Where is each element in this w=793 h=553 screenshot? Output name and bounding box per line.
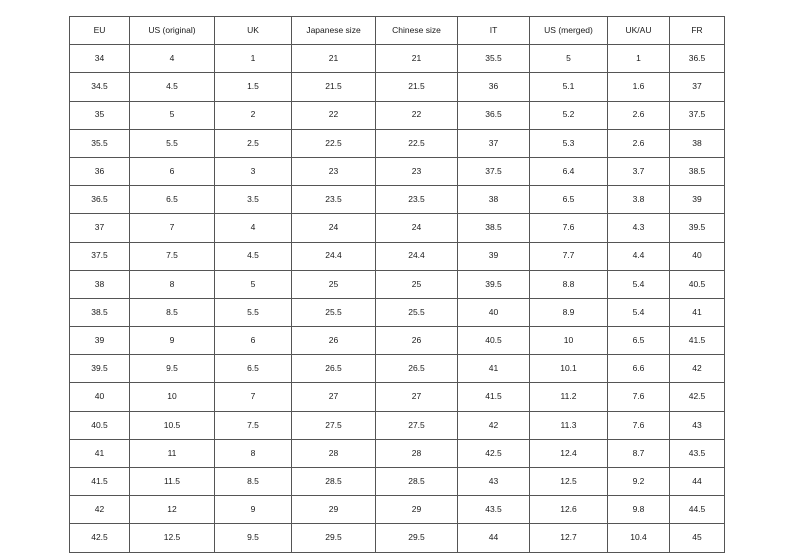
table-cell: 5 (130, 101, 215, 129)
table-cell: 8.9 (530, 298, 608, 326)
table-cell: 12.5 (530, 468, 608, 496)
table-cell: 28.5 (376, 468, 458, 496)
column-header-8: FR (670, 17, 725, 45)
table-cell: 37 (458, 129, 530, 157)
table-cell: 4.3 (608, 214, 670, 242)
table-cell: 36.5 (458, 101, 530, 129)
table-cell: 7.7 (530, 242, 608, 270)
table-cell: 6.5 (215, 355, 292, 383)
column-header-7: UK/AU (608, 17, 670, 45)
table-row (70, 496, 725, 524)
table-cell: 28 (292, 439, 376, 467)
table-cell: 42 (670, 355, 725, 383)
table-cell: 40 (670, 242, 725, 270)
table-cell: 10 (530, 327, 608, 355)
table-cell: 11.2 (530, 383, 608, 411)
table-cell: 4.5 (130, 73, 215, 101)
table-cell: 38 (458, 186, 530, 214)
table-cell: 41.5 (70, 468, 130, 496)
table-cell: 38 (70, 270, 130, 298)
table-cell: 36.5 (670, 45, 725, 73)
table-row (70, 468, 725, 496)
table-cell: 5 (530, 45, 608, 73)
table-cell: 2 (215, 101, 292, 129)
table-cell: 8 (215, 439, 292, 467)
table-cell: 35 (70, 101, 130, 129)
table-cell: 26.5 (292, 355, 376, 383)
table-cell: 5.4 (608, 298, 670, 326)
table-cell: 25.5 (376, 298, 458, 326)
table-cell: 11.3 (530, 411, 608, 439)
table-cell: 6.6 (608, 355, 670, 383)
table-cell: 28 (376, 439, 458, 467)
table-cell: 6.4 (530, 157, 608, 185)
table-cell: 4.4 (608, 242, 670, 270)
table-cell: 7.5 (215, 411, 292, 439)
table-cell: 22 (376, 101, 458, 129)
table-cell: 2.6 (608, 129, 670, 157)
table-cell: 4 (130, 45, 215, 73)
table-cell: 23.5 (292, 186, 376, 214)
table-cell: 38.5 (458, 214, 530, 242)
table-cell: 26 (376, 327, 458, 355)
table-cell: 12.6 (530, 496, 608, 524)
table-row (70, 355, 725, 383)
table-row (70, 129, 725, 157)
table-cell: 27 (292, 383, 376, 411)
table-cell: 26.5 (376, 355, 458, 383)
table-cell: 2.5 (215, 129, 292, 157)
table-cell: 29.5 (292, 524, 376, 552)
table-cell: 3.7 (608, 157, 670, 185)
table-body (70, 45, 725, 552)
table-row (70, 524, 725, 552)
table-cell: 25 (292, 270, 376, 298)
table-cell: 27 (376, 383, 458, 411)
table-cell: 2.6 (608, 101, 670, 129)
table-cell: 3 (215, 157, 292, 185)
table-cell: 41 (458, 355, 530, 383)
table-cell: 9.5 (215, 524, 292, 552)
table-cell: 39 (670, 186, 725, 214)
table-cell: 8 (130, 270, 215, 298)
table-cell: 6 (130, 157, 215, 185)
column-header-6: US (merged) (530, 17, 608, 45)
table-cell: 12.7 (530, 524, 608, 552)
table-cell: 34 (70, 45, 130, 73)
table-cell: 5.5 (215, 298, 292, 326)
table-cell: 40.5 (458, 327, 530, 355)
table-cell: 23 (292, 157, 376, 185)
size-conversion-table-container (69, 16, 724, 553)
table-cell: 27.5 (292, 411, 376, 439)
table-cell: 37.5 (70, 242, 130, 270)
table-cell: 42 (458, 411, 530, 439)
table-cell: 5.4 (608, 270, 670, 298)
table-cell: 44 (458, 524, 530, 552)
table-cell: 23 (376, 157, 458, 185)
table-cell: 43.5 (458, 496, 530, 524)
table-cell: 9 (130, 327, 215, 355)
table-cell: 1.5 (215, 73, 292, 101)
table-cell: 39.5 (458, 270, 530, 298)
table-cell: 29.5 (376, 524, 458, 552)
table-cell: 24.4 (292, 242, 376, 270)
table-row (70, 214, 725, 242)
table-cell: 21.5 (292, 73, 376, 101)
table-cell: 23.5 (376, 186, 458, 214)
table-cell: 6 (215, 327, 292, 355)
table-cell: 6.5 (608, 327, 670, 355)
table-cell: 24.4 (376, 242, 458, 270)
table-cell: 40.5 (670, 270, 725, 298)
table-cell: 40 (458, 298, 530, 326)
table-cell: 40 (70, 383, 130, 411)
table-cell: 45 (670, 524, 725, 552)
table-row (70, 270, 725, 298)
table-cell: 29 (292, 496, 376, 524)
table-row (70, 383, 725, 411)
table-cell: 37 (70, 214, 130, 242)
table-row (70, 242, 725, 270)
table-cell: 21 (376, 45, 458, 73)
table-cell: 3.8 (608, 186, 670, 214)
column-header-2: UK (215, 17, 292, 45)
table-cell: 5.3 (530, 129, 608, 157)
table-cell: 8.8 (530, 270, 608, 298)
table-row (70, 45, 725, 73)
table-cell: 28.5 (292, 468, 376, 496)
size-conversion-table (69, 16, 725, 553)
table-cell: 8.5 (130, 298, 215, 326)
table-cell: 22 (292, 101, 376, 129)
table-row (70, 439, 725, 467)
table-cell: 41 (670, 298, 725, 326)
table-cell: 41.5 (670, 327, 725, 355)
table-cell: 27.5 (376, 411, 458, 439)
table-cell: 11 (130, 439, 215, 467)
table-cell: 7.5 (130, 242, 215, 270)
table-cell: 3.5 (215, 186, 292, 214)
table-cell: 10.1 (530, 355, 608, 383)
table-cell: 9 (215, 496, 292, 524)
table-cell: 40.5 (70, 411, 130, 439)
table-cell: 7 (130, 214, 215, 242)
table-cell: 29 (376, 496, 458, 524)
table-cell: 5.1 (530, 73, 608, 101)
table-cell: 7 (215, 383, 292, 411)
table-row (70, 327, 725, 355)
table-cell: 36 (70, 157, 130, 185)
table-cell: 41.5 (458, 383, 530, 411)
table-cell: 37.5 (458, 157, 530, 185)
table-cell: 39 (458, 242, 530, 270)
table-row (70, 73, 725, 101)
table-cell: 12 (130, 496, 215, 524)
table-cell: 26 (292, 327, 376, 355)
table-cell: 11.5 (130, 468, 215, 496)
table-cell: 35.5 (70, 129, 130, 157)
table-cell: 42.5 (458, 439, 530, 467)
table-cell: 21.5 (376, 73, 458, 101)
table-cell: 8.7 (608, 439, 670, 467)
table-cell: 7.6 (608, 411, 670, 439)
table-cell: 7.6 (608, 383, 670, 411)
table-cell: 10.4 (608, 524, 670, 552)
table-cell: 43 (458, 468, 530, 496)
table-cell: 6.5 (530, 186, 608, 214)
table-cell: 38.5 (670, 157, 725, 185)
table-cell: 25.5 (292, 298, 376, 326)
column-header-1: US (original) (130, 17, 215, 45)
table-cell: 24 (292, 214, 376, 242)
table-cell: 4.5 (215, 242, 292, 270)
table-cell: 9.5 (130, 355, 215, 383)
table-cell: 5 (215, 270, 292, 298)
table-cell: 22.5 (376, 129, 458, 157)
table-cell: 1 (215, 45, 292, 73)
table-cell: 43 (670, 411, 725, 439)
column-header-3: Japanese size (292, 17, 376, 45)
table-cell: 39 (70, 327, 130, 355)
table-cell: 44.5 (670, 496, 725, 524)
table-cell: 6.5 (130, 186, 215, 214)
table-cell: 41 (70, 439, 130, 467)
table-row (70, 186, 725, 214)
table-cell: 10.5 (130, 411, 215, 439)
table-cell: 42.5 (670, 383, 725, 411)
table-cell: 5.5 (130, 129, 215, 157)
table-row (70, 411, 725, 439)
table-cell: 4 (215, 214, 292, 242)
table-cell: 42.5 (70, 524, 130, 552)
table-cell: 37.5 (670, 101, 725, 129)
table-cell: 42 (70, 496, 130, 524)
table-cell: 9.8 (608, 496, 670, 524)
table-row (70, 157, 725, 185)
table-cell: 38 (670, 129, 725, 157)
table-cell: 24 (376, 214, 458, 242)
table-cell: 38.5 (70, 298, 130, 326)
table-cell: 22.5 (292, 129, 376, 157)
table-cell: 9.2 (608, 468, 670, 496)
table-cell: 39.5 (670, 214, 725, 242)
table-cell: 1 (608, 45, 670, 73)
table-cell: 37 (670, 73, 725, 101)
table-cell: 1.6 (608, 73, 670, 101)
table-cell: 25 (376, 270, 458, 298)
table-cell: 8.5 (215, 468, 292, 496)
table-cell: 12.4 (530, 439, 608, 467)
column-header-4: Chinese size (376, 17, 458, 45)
table-cell: 12.5 (130, 524, 215, 552)
table-cell: 21 (292, 45, 376, 73)
table-row (70, 101, 725, 129)
table-cell: 36 (458, 73, 530, 101)
table-cell: 44 (670, 468, 725, 496)
table-cell: 5.2 (530, 101, 608, 129)
column-header-5: IT (458, 17, 530, 45)
table-cell: 35.5 (458, 45, 530, 73)
table-cell: 7.6 (530, 214, 608, 242)
table-cell: 10 (130, 383, 215, 411)
table-header-row (70, 17, 725, 45)
column-header-0: EU (70, 17, 130, 45)
table-cell: 39.5 (70, 355, 130, 383)
table-row (70, 298, 725, 326)
table-cell: 34.5 (70, 73, 130, 101)
table-cell: 36.5 (70, 186, 130, 214)
table-cell: 43.5 (670, 439, 725, 467)
